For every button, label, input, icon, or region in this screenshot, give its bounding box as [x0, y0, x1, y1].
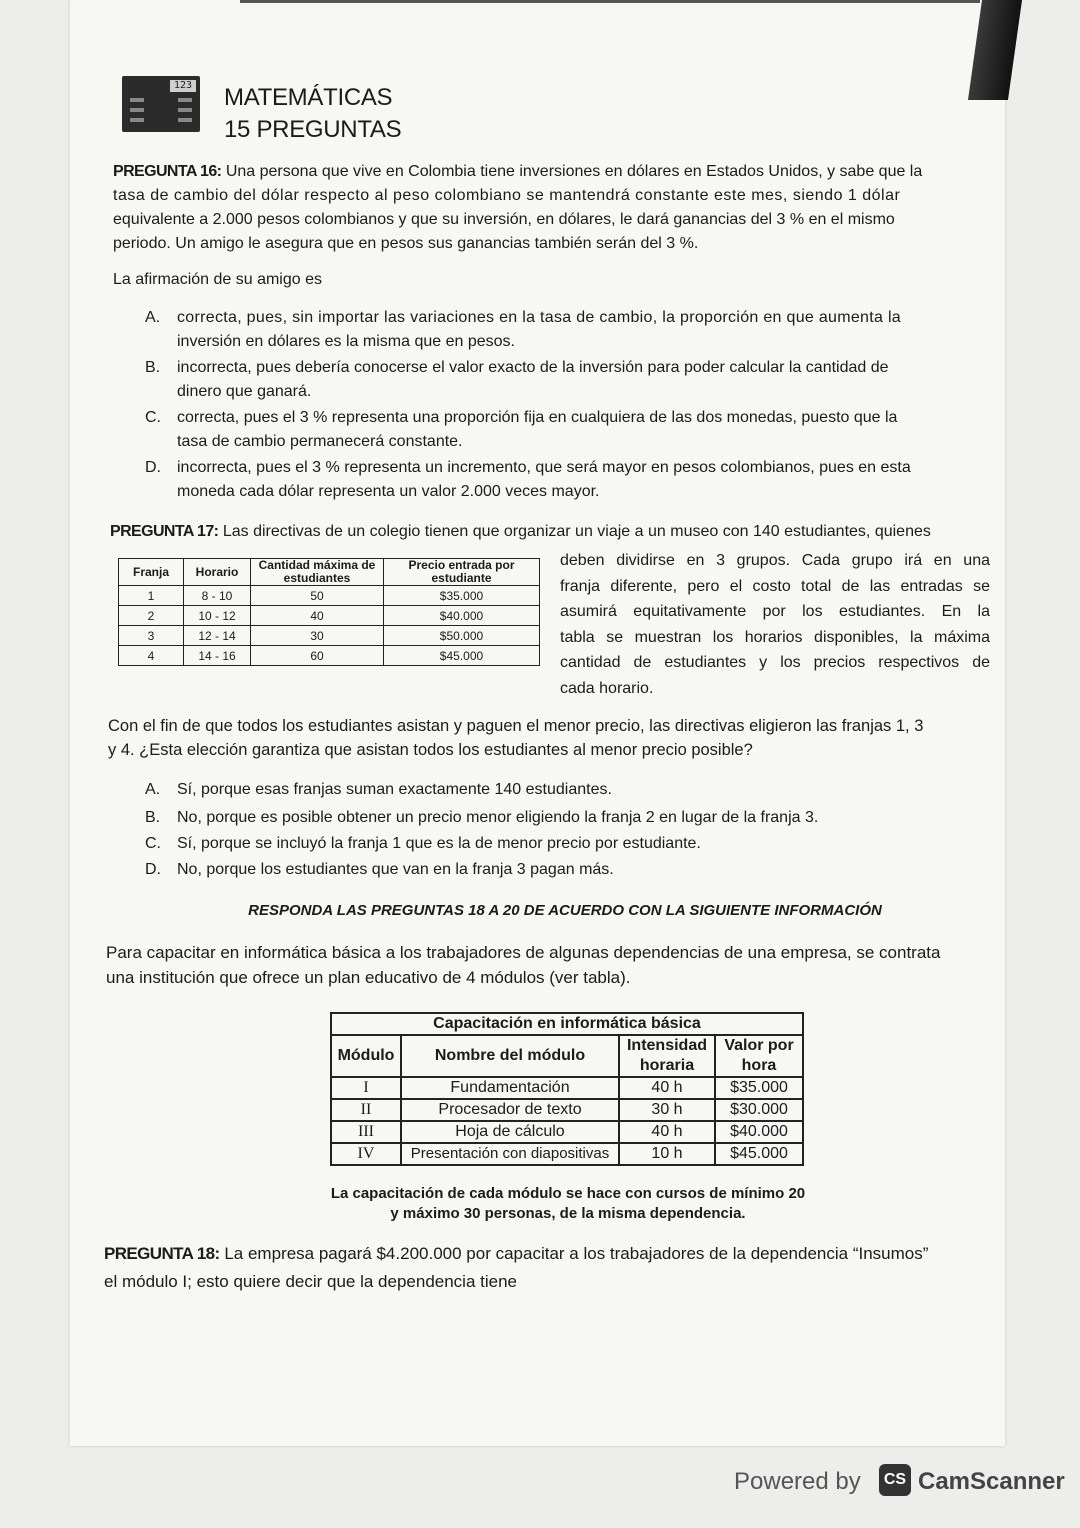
table-row: 4 14 - 16 60 $45.000 [119, 646, 540, 666]
page-top-edge [240, 0, 980, 3]
col-intensidad: Intensidad horaria [619, 1035, 715, 1077]
question-16-line-2: tasa de cambio del dólar respecto al peso colombiano se mantendrá constante este mes, siendo 1 dólar [113, 187, 901, 204]
table-row: 1 8 - 10 50 $35.000 [119, 586, 540, 606]
table-row: IV Presentación con diapositivas 10 h $45.000 [331, 1143, 803, 1165]
question-17-side-text: deben dividirse en 3 grupos. Cada grupo irá en una franja diferente, pero el costo total de las entradas se asumirá equitativamente por los estudiantes. En la tabla se muestran los horarios disponibles, la máxima cantidad de estudiantes y los precios respectivos de cada horario. [560, 552, 990, 697]
table-row: II Procesador de texto 30 h $30.000 [331, 1099, 803, 1121]
col-cantidad: Cantidad máxima de estudiantes [251, 559, 384, 586]
camscanner-logo-icon: CS [879, 1464, 911, 1496]
modules-table-title: Capacitación en informática básica [331, 1013, 803, 1035]
q17-option-b[interactable]: B. No, porque es posible obtener un precio menor eligiendo la franja 2 en lugar de la franja 3. [145, 809, 819, 826]
table-row: III Hoja de cálculo 40 h $40.000 [331, 1121, 803, 1143]
q16-option-c[interactable]: C. correcta, pues el 3 % representa una proporción fija en cualquiera de las dos monedas, puesto que la tasa de cambio permanecerá constante. [145, 409, 898, 450]
question-17-label: PREGUNTA 17: [110, 523, 219, 540]
question-16-line-4: periodo. Un amigo le asegura que en pesos sus ganancias también serán del 3 %. [113, 235, 699, 252]
calculator-display: 123 [170, 80, 196, 92]
schedule-table [118, 558, 540, 666]
question-17-stem [110, 520, 931, 544]
question-17-line-1: Las directivas de un colegio tienen que organizar un viaje a un museo con 140 estudiantes, quienes [222, 523, 931, 540]
question-16-prompt: La afirmación de su amigo es [113, 271, 322, 288]
q17-option-a[interactable]: A. Sí, porque esas franjas suman exactamente 140 estudiantes. [145, 781, 612, 798]
col-valor: Valor por hora [715, 1035, 803, 1077]
section-header [224, 82, 401, 146]
col-nombre: Nombre del módulo [401, 1035, 619, 1077]
subject-title: MATEMÁTICAS [224, 84, 393, 111]
context-text: Para capacitar en informática básica a los trabajadores de algunas dependencias de una empresa, se contrata una institución que ofrece un plan educativo de 4 módulos (ver tabla). [106, 943, 941, 987]
question-18-stem: PREGUNTA 18: La empresa pagará $4.200.000 por capacitar a los trabajadores de la dependencia “Insumos” el módulo I; esto quiere decir que la dependencia tiene [104, 1244, 929, 1291]
question-16-stem [113, 160, 983, 256]
modules-table [330, 1012, 804, 1166]
question-18-label: PREGUNTA 18: [104, 1244, 220, 1263]
q16-option-d[interactable]: D. incorrecta, pues el 3 % representa un incremento, que será mayor en pesos colombianos, pues en esta moneda cada dólar representa un valor 2.000 veces mayor. [145, 459, 911, 500]
q17-option-c[interactable]: C. Sí, porque se incluyó la franja 1 que es la de menor precio por estudiante. [145, 835, 701, 852]
col-horario: Horario [184, 559, 251, 586]
q17-option-d[interactable]: D. No, porque los estudiantes que van en la franja 3 pagan más. [145, 861, 614, 878]
question-16-line-3: equivalente a 2.000 pesos colombianos y que su inversión, en dólares, le dará ganancias del 3 % en el mismo [113, 211, 895, 228]
watermark-prefix: Powered by [734, 1468, 861, 1495]
col-franja: Franja [119, 559, 184, 586]
table-row: 3 12 - 14 30 $50.000 [119, 626, 540, 646]
table-row: I Fundamentación 40 h $35.000 [331, 1077, 803, 1099]
col-precio: Precio entrada por estudiante [384, 559, 540, 586]
watermark-brand: CamScanner [918, 1468, 1065, 1495]
group-heading: RESPONDA LAS PREGUNTAS 18 A 20 DE ACUERDO CON LA SIGUIENTE INFORMACIÓN [248, 902, 882, 919]
question-17-question: Con el fin de que todos los estudiantes asistan y paguen el menor precio, las directivas eligieron las franjas 1, 3 y 4. ¿Esta elección garantiza que asistan todos los estudiantes al menor precio posible? [108, 717, 924, 759]
question-16-label: PREGUNTA 16: [113, 163, 222, 180]
q16-option-a[interactable]: A. correcta, pues, sin importar las variaciones en la tasa de cambio, la proporción en que aumenta la inversión en dólares es la misma que en pesos. [145, 309, 902, 350]
modules-table-caption: La capacitación de cada módulo se hace con cursos de mínimo 20 y máximo 30 personas, de la misma dependencia. [330, 1185, 806, 1222]
calculator-icon [122, 76, 200, 132]
q16-option-b[interactable]: B. incorrecta, pues debería conocerse el valor exacto de la inversión para poder calcular la cantidad de dinero que ganará. [145, 359, 889, 400]
question-16-line-1: Una persona que vive en Colombia tiene inversiones en dólares en Estados Unidos, y sabe que la [225, 163, 923, 180]
question-count: 15 PREGUNTAS [224, 116, 402, 143]
table-row: 2 10 - 12 40 $40.000 [119, 606, 540, 626]
camscanner-watermark [734, 1468, 1065, 1496]
col-modulo: Módulo [331, 1035, 401, 1077]
